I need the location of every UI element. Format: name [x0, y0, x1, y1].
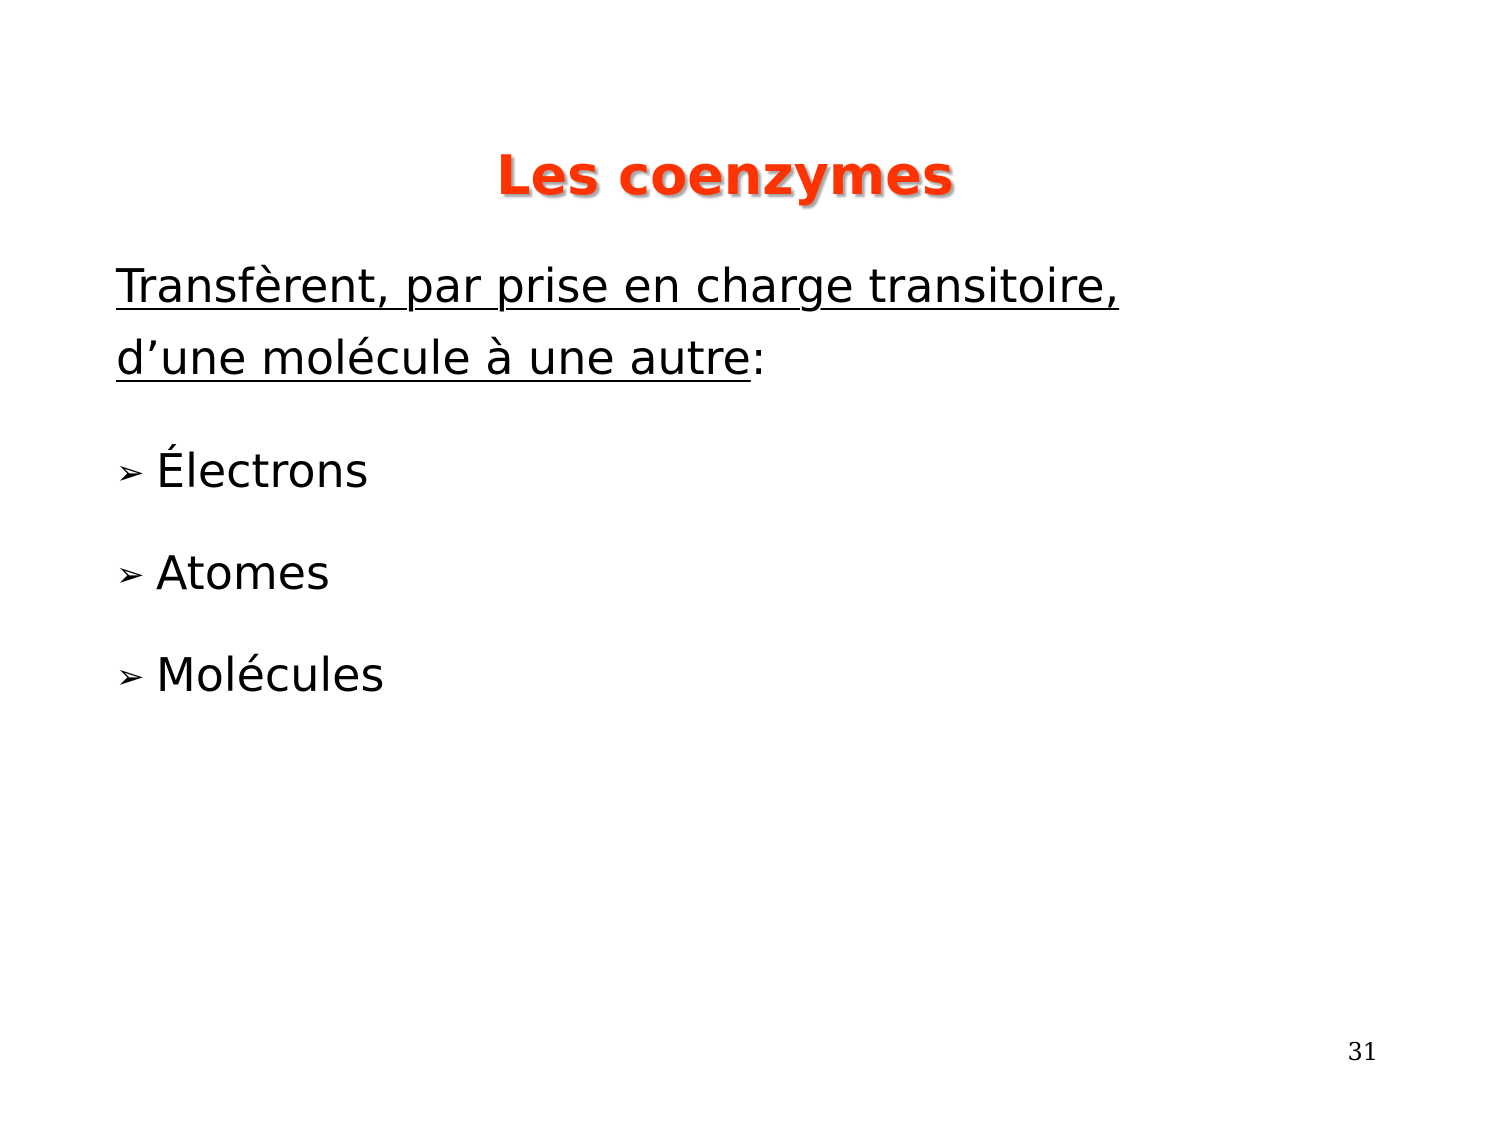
page-number: 31: [1347, 1038, 1378, 1066]
intro-text: [116, 250, 1366, 394]
intro-line-1: Transfèrent, par prise en charge transitoire,: [116, 259, 1120, 313]
list-item: [116, 624, 384, 726]
list-item: [116, 522, 384, 624]
arrowhead-bullet-icon: ➢: [116, 453, 145, 493]
bullet-label: Électrons: [156, 444, 369, 498]
intro-line-2-suffix: :: [750, 331, 767, 385]
intro-line-2-underlined: d’une molécule à une autre: [116, 331, 751, 385]
arrowhead-bullet-icon: ➢: [116, 657, 145, 697]
list-item: [116, 420, 384, 522]
arrowhead-bullet-icon: ➢: [116, 555, 145, 595]
slide-title: Les coenzymes: [496, 144, 954, 207]
bullet-label: Atomes: [156, 546, 330, 600]
bullet-label: Molécules: [156, 648, 385, 702]
bullet-list: [116, 420, 384, 726]
